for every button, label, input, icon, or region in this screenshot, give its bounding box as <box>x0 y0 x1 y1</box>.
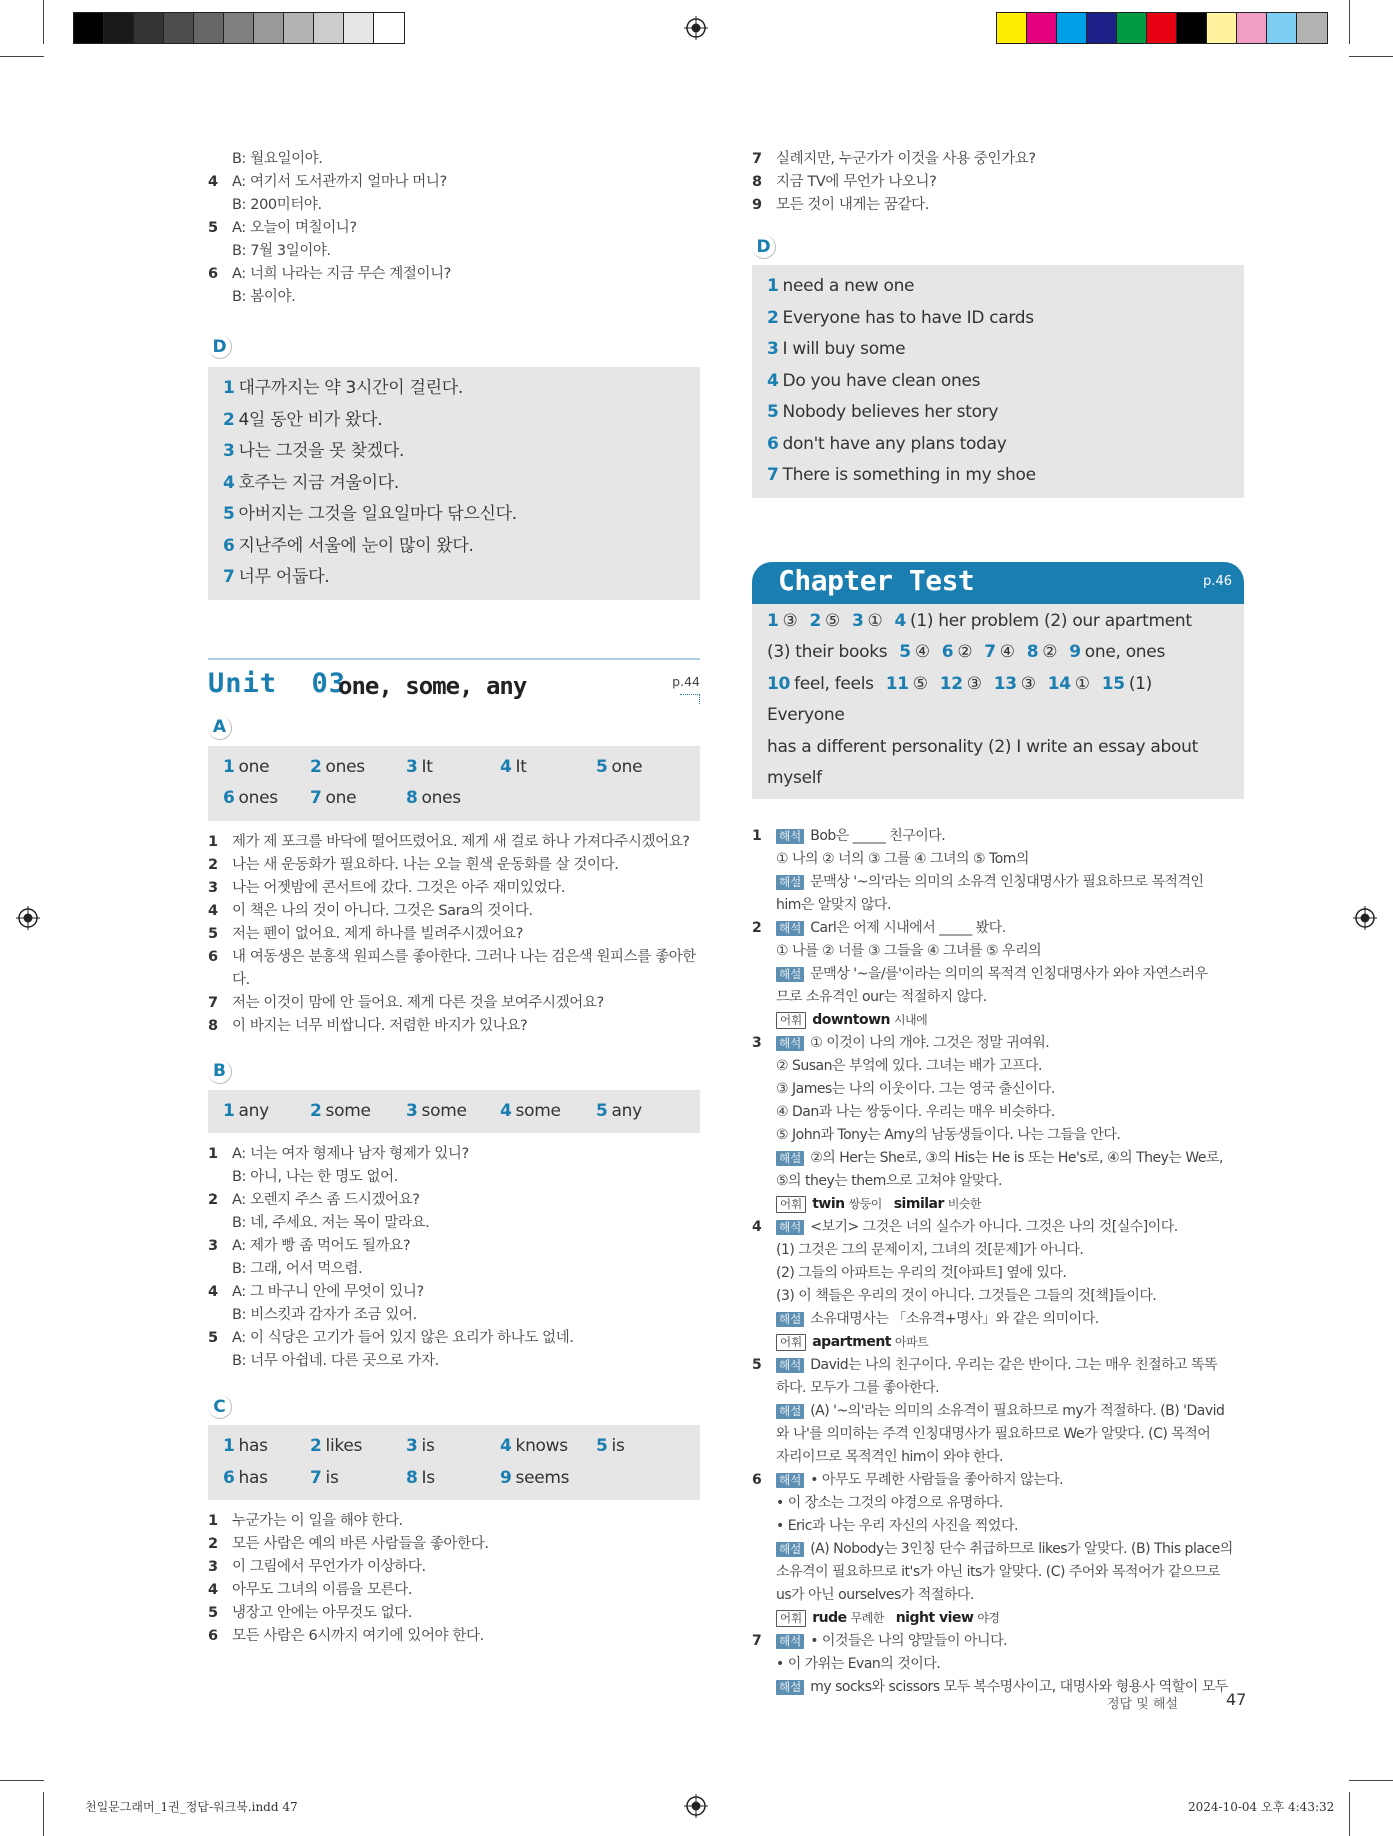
answer-item: 2 ones <box>310 756 365 777</box>
translation-line: B: 비스킷과 감자가 조금 있어. <box>232 1307 417 1323</box>
translation-line: 5 저는 펜이 없어요. 제게 하나를 빌려주시겠어요? <box>208 925 524 942</box>
unit-title: one, some, any <box>338 671 527 700</box>
answer-item: 5 아버지는 그것을 일요일마다 닦으신다. <box>223 504 517 524</box>
explanation-item: 1 해석 Bob은 _____ 친구이다. <box>752 827 946 844</box>
translation-line: 8 이 바지는 너무 비쌉니다. 저렴한 바지가 있나요? <box>208 1017 528 1034</box>
translation-line: 8 지금 TV에 무언가 나오니? <box>752 174 937 190</box>
answer-item: 6 ones <box>223 788 278 808</box>
answer-item: 8 Is <box>406 1467 435 1488</box>
translation-list-b <box>208 1143 700 1373</box>
answer-item: 6 has <box>223 1467 268 1488</box>
translation-line: 2 나는 새 운동화가 필요하다. 나는 오늘 흰색 운동화를 살 것이다. <box>208 856 619 873</box>
answer-item: 7 There is something in my shoe <box>767 465 1036 485</box>
color-swatch <box>1267 13 1297 43</box>
answer-item: 6 지난주에 서울에 눈이 많이 왔다. <box>223 535 474 556</box>
translation-line: 9 모든 것이 내게는 꿈같다. <box>752 197 929 213</box>
color-swatch <box>74 13 104 43</box>
answer-item: 4 호주는 지금 겨울이다. <box>223 472 399 493</box>
color-swatch <box>1147 13 1177 43</box>
answer-item: 1 one <box>223 756 270 777</box>
translation-line: 2 모든 사람은 예의 바른 사람들을 좋아한다. <box>208 1536 489 1552</box>
translation-line: 3 나는 어젯밤에 콘서트에 갔다. 그것은 아주 재미있었다. <box>208 879 566 896</box>
answer-item: 3 some <box>406 1100 467 1121</box>
answer-item: 1 대구까지는 약 3시간이 걸린다. <box>223 378 463 398</box>
answer-item: 1 need a new one <box>767 276 915 296</box>
color-swatch <box>1297 13 1327 43</box>
answer-box-d <box>752 265 1244 498</box>
registration-mark-icon <box>684 1794 708 1818</box>
color-swatch <box>1237 13 1267 43</box>
unit-label: Unit 03 <box>208 667 347 699</box>
translation-line: 6 모든 사람은 6시까지 여기에 있어야 한다. <box>208 1628 484 1644</box>
answer-item: 6 don't have any plans today <box>767 433 1007 454</box>
unit-page-ref: p.44 <box>672 673 700 689</box>
color-swatch <box>997 13 1027 43</box>
translation-line: B: 너무 아쉽네. 다른 곳으로 가자. <box>232 1353 439 1369</box>
translation-line: 6 A: 너희 나라는 지금 무슨 계절이니? <box>208 266 451 282</box>
explanation-item: 7 해석 • 이것들은 나의 양말들이 아니다. <box>752 1632 1008 1649</box>
color-swatch <box>164 13 194 43</box>
answer-item: 4 It <box>500 756 527 777</box>
registration-mark-icon <box>16 906 40 930</box>
section-label-d: D <box>208 335 232 359</box>
translation-line: 5 A: 이 식당은 고기가 들어 있지 않은 요리가 하나도 없네. <box>208 1330 574 1346</box>
left-column <box>208 148 700 1648</box>
color-swatch <box>1117 13 1147 43</box>
color-swatch <box>1087 13 1117 43</box>
unit-header <box>208 658 700 706</box>
chapter-test-answer-line: 1 ③ 2 ⑤ 3 ① 4 (1) her problem (2) our apartment <box>767 610 1192 631</box>
explanations: 1 해석 Bob은 _____ 친구이다. ① 나의 ② 너의 ③ 그를 ④ 그녀의 ⑤ Tom의 해설 문맥상 '~의'라는 의미의 소유격 인칭대명사가 필요하므로 목적격인 him은 알맞지 않다. 2 해석 Carl은 어제 시내에서 _____ 봤다. ① 나를 ② 너를 ③ 그들을 ④ 그녀를 ⑤ 우리의 해설 문맥상 '~을/를'이라는 의미의 목적격 인칭대명사가 와야 자연스러우 므로 소유격인 our는 적절하지 않다. 어휘 downtown 시내에 3 해석 ① 이것이 나의 개야. 그것은 정말 귀여워. ② Susan은 부엌에 있다. 그녀는 배가 고프다. ③ James는 나의 이웃이다. 그는 영국 출신이다. ④ Dan과 나는 쌍둥이다. 우리는 매우 비슷하다. ⑤ John과 Tony는 Amy의 남동생들이다. 나는 그들을 안다. 해설 ②의 Her는 She로, ③의 His는 He is 또는 He's로, ④의 They는 We로, ⑤의 they는 them으로 고쳐야 알맞다. 어휘 twin 쌍둥이 similar 비슷한 4 해석 <보기> 그것은 너의 실수가 아니다. 그것은 나의 것[실수]이다. (1) 그것은 그의 문제이지, 그녀의 것[문제]가 아니다. (2) 그들의 아파트는 우리의 것[아파트] 옆에 있다. (3) 이 책들은 우리의 것이 아니다. 그것들은 그들의 것[책]들이다. 해설 소유대명사는 「소유격+명사」와 같은 의미이다. 어휘 apartment 아파트 5 해석 David는 나의 친구이다. 우리는 같은 반이다. 그는 매우 친절하고 똑똑 하다. 모두가 그를 좋아한다. 해설 (A) '~의'라는 의미의 소유격이 필요하므로 my가 적절하다. (B) 'David 와 나'를 의미하는 주격 인칭대명사가 필요하므로 We가 알맞다. (C) 목적어 자리이므로 목적격인 him이 와야 한다. 6 해석 • 아무도 무례한 사람들을 좋아하지 않는다. • 이 장소는 그것의 야경으로 유명하다. • Eric과 나는 우리 자신의 사진을 찍었다. 해설 (A) Nobody는 3인칭 단수 취급하므로 likes가 알맞다. (B) This place의 소유격이 필요하므로 it's가 아닌 its가 알맞다. (C) 주어와 목적어가 같으므로 us가 아닌 ourselves가 적절하다. 어휘 rude 무례한 night view 야경 7 해석 • 이것들은 나의 양말들이 아니다. • 이 가위는 Evan의 것이다. 해설 my socks와 scissors 모두 복수명사이고, 대명사와 형용사 역할이 모두 <box>752 825 1244 1699</box>
chapter-test-header <box>752 562 1244 604</box>
crop-mark <box>1349 1780 1393 1781</box>
translation-line: 4 A: 여기서 도서관까지 얼마나 머니? <box>208 174 447 190</box>
answer-item: 9 seems <box>500 1467 570 1488</box>
print-slug-file: 천일문그래머_1권_정답-워크북.indd 47 <box>85 1800 298 1814</box>
explanation-item: 4 해석 <보기> 그것은 너의 실수가 아니다. 그것은 나의 것[실수]이다. <box>752 1218 1178 1235</box>
color-swatch <box>194 13 224 43</box>
answer-item: 2 some <box>310 1100 371 1121</box>
crop-mark <box>43 0 44 44</box>
translation-line: 4 이 책은 나의 것이 아니다. 그것은 Sara의 것이다. <box>208 902 533 919</box>
chapter-test-answer-line: (3) their books 5 ④ 6 ② 7 ④ 8 ② 9 one, ones <box>767 642 1165 662</box>
translation-line: 2 A: 오렌지 주스 좀 드시겠어요? <box>208 1192 420 1208</box>
translation-line: 5 A: 오늘이 며칠이니? <box>208 220 357 236</box>
answer-box-c <box>208 1425 700 1500</box>
answer-item: 3 나는 그것을 못 찾겠다. <box>223 441 405 461</box>
answer-item: 3 I will buy some <box>767 339 906 359</box>
answer-item: 4 Do you have clean ones <box>767 370 981 391</box>
crop-mark <box>0 56 44 57</box>
translation-line: B: 네, 주세요. 저는 목이 말라요. <box>232 1215 430 1231</box>
crop-mark <box>43 1792 44 1836</box>
answer-item: 5 Nobody believes her story <box>767 402 999 422</box>
section-label-d: D <box>752 235 776 259</box>
chapter-test-answer-line: 10 feel, feels 11 ⑤ 12 ③ 13 ③ 14 ① 15 (1) Everyone <box>767 673 1152 725</box>
explanation-item: 6 해석 • 아무도 무례한 사람들을 좋아하지 않는다. <box>752 1471 1064 1488</box>
answer-item: 5 any <box>596 1100 642 1121</box>
dotted-corner-decoration <box>680 694 700 704</box>
gray-calibration-strip <box>73 12 405 44</box>
color-swatch <box>254 13 284 43</box>
color-swatch <box>1057 13 1087 43</box>
answer-item: 3 It <box>406 756 433 777</box>
answer-box-b <box>208 1090 700 1134</box>
translation-line: 5 냉장고 안에는 아무것도 없다. <box>208 1605 413 1621</box>
section-label-c: C <box>208 1395 232 1419</box>
translation-line: 4 아무도 그녀의 이름을 모른다. <box>208 1582 413 1598</box>
answer-item: 1 any <box>223 1100 269 1121</box>
translation-line: B: 200미터야. <box>232 197 322 213</box>
answer-item: 2 Everyone has to have ID cards <box>767 307 1034 328</box>
translation-line: B: 월요일이야. <box>232 151 323 167</box>
translation-line: B: 봄이야. <box>232 289 296 305</box>
translation-line: 7 실례지만, 누군가가 이것을 사용 중인가요? <box>752 151 1036 167</box>
registration-mark-icon <box>1353 906 1377 930</box>
answer-box-d <box>208 367 700 600</box>
color-swatch <box>104 13 134 43</box>
translation-list-c <box>208 1510 700 1648</box>
color-swatch <box>1207 13 1237 43</box>
page-number: 47 <box>1226 1690 1247 1709</box>
translation-list-top <box>752 148 1244 217</box>
translation-line: B: 그래, 어서 먹으렴. <box>232 1261 363 1277</box>
translation-line: B: 아니, 나는 한 명도 없어. <box>232 1169 398 1185</box>
crop-mark <box>1349 1792 1350 1836</box>
translation-line: 6 내 여동생은 분홍색 원피스를 좋아한다. 그러나 나는 검은색 원피스를 좋아한다. <box>208 948 696 988</box>
answer-item: 7 one <box>310 788 357 808</box>
chapter-test-page-ref: p.46 <box>1203 573 1232 589</box>
section-label-b: B <box>208 1060 232 1084</box>
color-swatch <box>1177 13 1207 43</box>
answer-item: 4 some <box>500 1100 561 1121</box>
answer-item: 2 4일 동안 비가 왔다. <box>223 409 383 430</box>
translation-list <box>208 148 700 309</box>
answer-box-a <box>208 746 700 821</box>
color-swatch <box>344 13 374 43</box>
explanation-item: 5 해석 David는 나의 친구이다. 우리는 같은 반이다. 그는 매우 친절하고 똑똑 <box>752 1356 1218 1373</box>
print-slug-date: 2024-10-04 오후 4:43:32 <box>1188 1800 1335 1814</box>
crop-mark <box>0 1780 44 1781</box>
crop-mark <box>1349 56 1393 57</box>
translation-line: 1 제가 제 포크를 바닥에 떨어뜨렸어요. 제게 새 걸로 하나 가져다주시겠어요? <box>208 833 690 850</box>
chapter-test-title: Chapter Test <box>778 563 975 597</box>
color-swatch <box>134 13 164 43</box>
translation-line: 3 A: 제가 빵 좀 먹어도 될까요? <box>208 1238 411 1254</box>
color-swatch <box>1027 13 1057 43</box>
chapter-test-answer-line: has a different personality (2) I write an essay about myself <box>767 736 1198 788</box>
answer-item: 2 likes <box>310 1436 363 1456</box>
footer-section-label: 정답 및 해설 <box>1107 1697 1179 1712</box>
translation-line: B: 7월 3일이야. <box>232 243 331 259</box>
answer-item: 1 has <box>223 1436 268 1456</box>
color-swatch <box>314 13 344 43</box>
translation-line: 4 A: 그 바구니 안에 무엇이 있니? <box>208 1284 424 1300</box>
translation-line: 1 누군가는 이 일을 해야 한다. <box>208 1513 403 1529</box>
color-calibration-strip <box>996 12 1328 44</box>
section-label-a: A <box>208 716 232 740</box>
registration-mark-icon <box>684 16 708 40</box>
right-column <box>752 148 1244 1699</box>
color-swatch <box>284 13 314 43</box>
answer-item: 8 ones <box>406 788 461 808</box>
translation-line: 3 이 그림에서 무언가가 이상하다. <box>208 1559 426 1575</box>
explanation-item: 2 해석 Carl은 어제 시내에서 _____ 봤다. <box>752 919 1006 936</box>
answer-item: 3 is <box>406 1436 435 1456</box>
answer-item: 5 one <box>596 756 643 777</box>
crop-mark <box>1349 0 1350 44</box>
answer-item: 7 is <box>310 1467 339 1488</box>
answer-item: 7 너무 어둡다. <box>223 567 330 587</box>
color-swatch <box>374 13 404 43</box>
color-swatch <box>224 13 254 43</box>
answer-item: 5 is <box>596 1436 625 1456</box>
explanation-item: 3 해석 ① 이것이 나의 개야. 그것은 정말 귀여워. <box>752 1034 1050 1051</box>
translation-line: 7 저는 이것이 맘에 안 들어요. 제게 다른 것을 보여주시겠어요? <box>208 994 604 1011</box>
answer-item: 4 knows <box>500 1436 568 1456</box>
translation-list-a <box>208 831 700 1038</box>
translation-line: 1 A: 너는 여자 형제나 남자 형제가 있니? <box>208 1146 469 1162</box>
chapter-test-answers <box>752 604 1244 799</box>
